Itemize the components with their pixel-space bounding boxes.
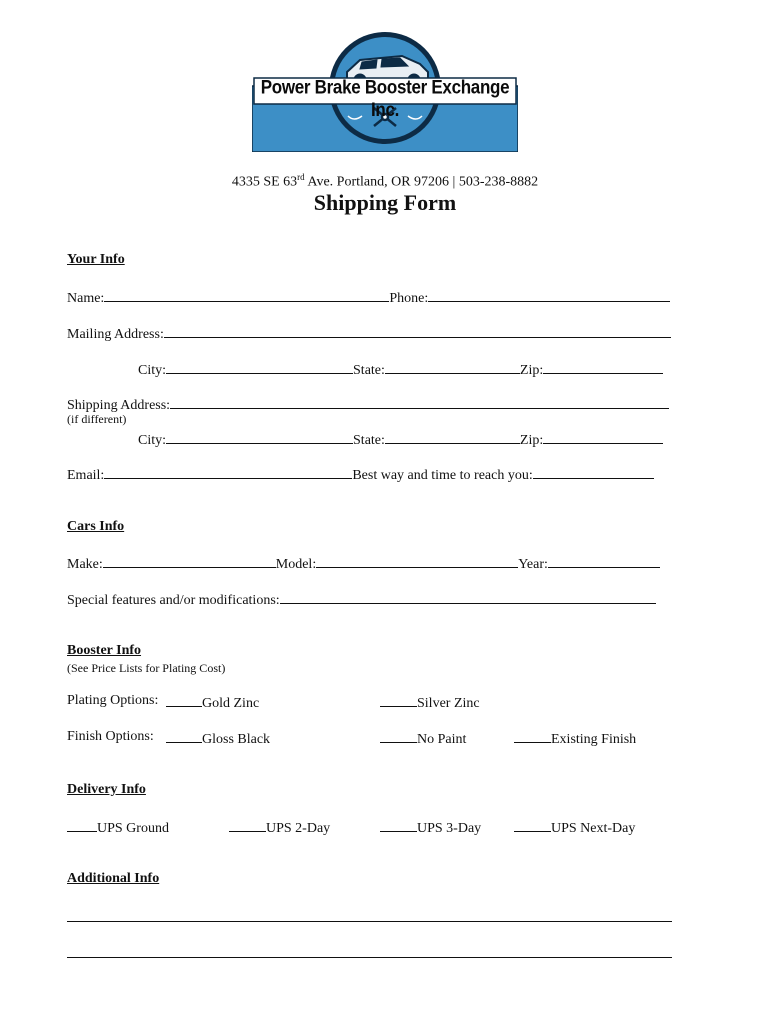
checkbox-line[interactable] (229, 818, 266, 832)
section-heading-additional-info: Additional Info (67, 871, 160, 886)
option-label: UPS Ground (97, 821, 169, 836)
mailing-city-row (138, 360, 663, 379)
delivery-option-ups-2-day[interactable] (229, 818, 330, 837)
special-features-field[interactable] (280, 590, 656, 604)
shipping-note: (if different) (67, 412, 127, 426)
reach-label: Best way and time to reach you: (352, 468, 533, 483)
email-field[interactable] (104, 465, 352, 479)
checkbox-line[interactable] (380, 729, 417, 743)
option-label: UPS 3-Day (417, 821, 482, 836)
plating-option-gold-zinc[interactable] (166, 693, 259, 712)
reach-field[interactable] (533, 465, 654, 479)
shipping-state-field[interactable] (385, 430, 520, 444)
finish-option-existing-finish[interactable] (514, 729, 636, 748)
state-label: State: (353, 363, 385, 378)
delivery-option-ups-next-day[interactable] (514, 818, 635, 837)
option-label: UPS 2-Day (266, 821, 331, 836)
shipping-city-field[interactable] (166, 430, 353, 444)
brand-name: Power Brake Booster Exchange Inc. (260, 76, 510, 121)
section-heading-your-info: Your Info (67, 252, 125, 267)
checkbox-line[interactable] (514, 729, 551, 743)
mailing-row (67, 324, 671, 343)
checkbox-line[interactable] (166, 729, 202, 743)
mailing-address-field[interactable] (164, 324, 671, 338)
model-label: Model: (275, 557, 317, 572)
mailing-address-label: Mailing Address: (67, 327, 164, 342)
checkbox-line[interactable] (380, 693, 417, 707)
plating-label: Plating Options: (67, 693, 159, 708)
year-label: Year: (518, 557, 548, 572)
year-field[interactable] (548, 554, 660, 568)
mailing-city-field[interactable] (166, 360, 353, 374)
special-features-label: Special features and/or modifications: (67, 593, 280, 608)
company-logo (252, 30, 518, 152)
finish-option-no-paint[interactable] (380, 729, 466, 748)
name-field[interactable] (104, 288, 389, 302)
shipping-address-label: Shipping Address: (67, 398, 171, 413)
option-label: Silver Zinc (417, 696, 480, 711)
address-part: 4335 SE 63 (231, 174, 298, 190)
special-row (67, 590, 656, 609)
option-label: Existing Finish (551, 732, 637, 747)
shipping-row (67, 395, 669, 414)
address-superscript: rd (297, 172, 305, 182)
address-part: Ave. Portland, OR 97206 | 503-238-8882 (304, 174, 539, 190)
city-label: City: (138, 433, 167, 448)
checkbox-line[interactable] (67, 818, 97, 832)
option-label: Gold Zinc (202, 696, 260, 711)
mailing-state-field[interactable] (385, 360, 520, 374)
name-label: Name: (67, 291, 105, 306)
shipping-zip-field[interactable] (543, 430, 663, 444)
additional-info-line-2[interactable] (67, 957, 672, 958)
option-label: Gloss Black (202, 732, 271, 747)
page-title: Shipping Form (313, 190, 457, 215)
additional-info-line-1[interactable] (67, 921, 672, 922)
checkbox-line[interactable] (166, 693, 202, 707)
finish-label: Finish Options: (67, 729, 154, 744)
email-row (67, 465, 654, 484)
shipping-city-row (138, 430, 663, 449)
phone-label: Phone: (389, 291, 429, 306)
section-heading-cars-info: Cars Info (67, 519, 125, 534)
option-label: UPS Next-Day (551, 821, 636, 836)
delivery-option-ups-3-day[interactable] (380, 818, 481, 837)
checkbox-line[interactable] (514, 818, 551, 832)
option-label: No Paint (417, 732, 467, 747)
make-label: Make: (67, 557, 103, 572)
mailing-zip-field[interactable] (543, 360, 663, 374)
state-label: State: (353, 433, 385, 448)
name-row (67, 288, 670, 307)
plating-option-silver-zinc[interactable] (380, 693, 480, 712)
email-label: Email: (67, 468, 105, 483)
booster-note: (See Price Lists for Plating Cost) (67, 661, 226, 675)
phone-field[interactable] (428, 288, 670, 302)
section-heading-delivery-info: Delivery Info (67, 782, 146, 797)
company-address (0, 172, 770, 191)
checkbox-line[interactable] (380, 818, 417, 832)
make-field[interactable] (103, 554, 276, 568)
model-field[interactable] (316, 554, 518, 568)
zip-label: Zip: (519, 363, 544, 378)
section-heading-booster-info: Booster Info (67, 643, 142, 658)
zip-label: Zip: (519, 433, 544, 448)
city-label: City: (138, 363, 167, 378)
car-row (67, 554, 660, 573)
shipping-address-field[interactable] (170, 395, 669, 409)
finish-option-gloss-black[interactable] (166, 729, 270, 748)
delivery-option-ups-ground[interactable] (67, 818, 169, 837)
